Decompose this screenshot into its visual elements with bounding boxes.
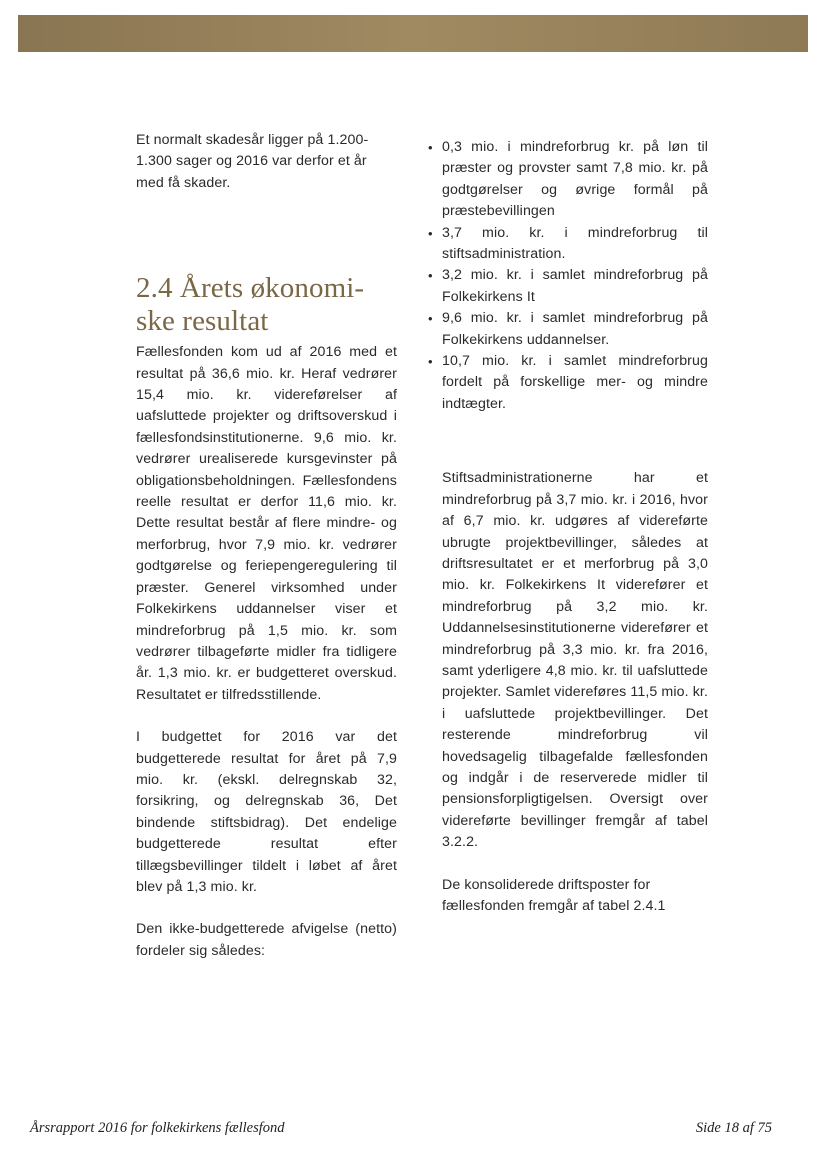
list-item: • 10,7 mio. kr. i samlet mindreforbrug fordelt på forskellige mer- og mindre indtægter. — [428, 353, 708, 412]
list-item: • 9,6 mio. kr. i samlet mindreforbrug på Folkekirkens uddannelser. — [428, 310, 708, 348]
list-item: • 3,2 mio. kr. i samlet mindreforbrug på Folkekirkens It — [428, 267, 708, 305]
budget-paragraph: I budgettet for 2016 var det budgetterede resultat for året på 7,9 mio. kr. (ekskl. delregnskab 32, forsikring, og delregnskab 36, Det bindende stiftsbidrag). Det endelige budgetterede resultat efter tillægsbevillinger tildelt i løbet af året blev på 1,3 mio. kr. — [136, 729, 397, 895]
intro-paragraph: Et normalt skadesår ligger på 1.200-1.300 sager og 2016 var derfor et år med få skader. — [136, 132, 369, 191]
table-reference-paragraph: De konsoliderede driftsposter for fællesfonden fremgår af tabel 2.4.1 — [442, 876, 666, 914]
bullet-icon: • — [428, 140, 433, 155]
bullet-icon: • — [428, 225, 433, 241]
left-column — [136, 130, 397, 962]
bullet-icon: • — [428, 354, 433, 370]
bullet-icon: • — [428, 311, 433, 327]
section-heading: 2.4 Årets økonomi-ske resultat — [136, 272, 365, 338]
bullet-icon: • — [428, 268, 433, 284]
deviation-paragraph: Den ikke-budgetterede afvigelse (netto) fordeler sig således: — [136, 921, 397, 959]
list-item: • 0,3 mio. i mindreforbrug kr. på løn til præster og provster samt 7,8 mio. kr. på godtgørelser og øvrige formål på præstebevillingen — [428, 139, 708, 220]
page-number: Side 18 af 75 — [695, 1120, 772, 1136]
header-band — [18, 15, 808, 52]
footer-title: Årsrapport 2016 for folkekirkens fællesfond — [30, 1120, 285, 1136]
deviation-list — [399, 137, 708, 415]
result-paragraph: Fællesfonden kom ud af 2016 med et resultat på 36,6 mio. kr. Heraf vedrører 15,4 mio. kr. videreførelser af uafsluttede projekter og driftsoverskud i fællesfondsinstitutionerne. 9,6 mio. kr. vedrører urealiserede kursgevinster på obligationsbeholdningen. Fællesfondens reelle resultat er derfor 11,6 mio. kr. Dette resultat består af flere mindre- og merforbrug, hvor 7,9 mio. kr. vedrører godtgørelse og feriepengeregulering til præster. Generel virksomhed under Folkekirkens uddannelser viser et mindreforbrug på 1,5 mio. kr. som vedrører tilbageførte midler fra tidligere år. 1,3 mio. kr. er budgetteret overskud. Resultatet er tilfredsstillende. — [136, 344, 397, 703]
stift-paragraph: Stiftsadministrationerne har et mindreforbrug på 3,7 mio. kr. i 2016, hvor af 6,7 mio. kr. udgøres af videreførte ubrugte projektbevillinger, således at driftsresultatet er et merforbrug på 3,0 mio. kr. Folkekirkens It viderefører et mindreforbrug på 3,2 mio. kr. Uddannelsesinstitutionerne viderefører et mindreforbrug på 3,3 mio. kr. fra 2016, samt yderligere 4,8 mio. kr. til uafsluttede projekter. Samlet videreføres 11,5 mio. kr. i uafsluttede projektbevillinger. Det resterende mindreforbrug vil hovedsagelig tilbagefalde fællesfonden og indgår i de reserverede midler til pensionsforpligtigelsen. Oversigt over videreførte bevillinger fremgår af tabel 3.2.2. — [442, 470, 708, 851]
right-column — [428, 137, 708, 917]
list-item: • 3,7 mio. kr. i mindreforbrug til stiftsadministration. — [428, 224, 708, 263]
